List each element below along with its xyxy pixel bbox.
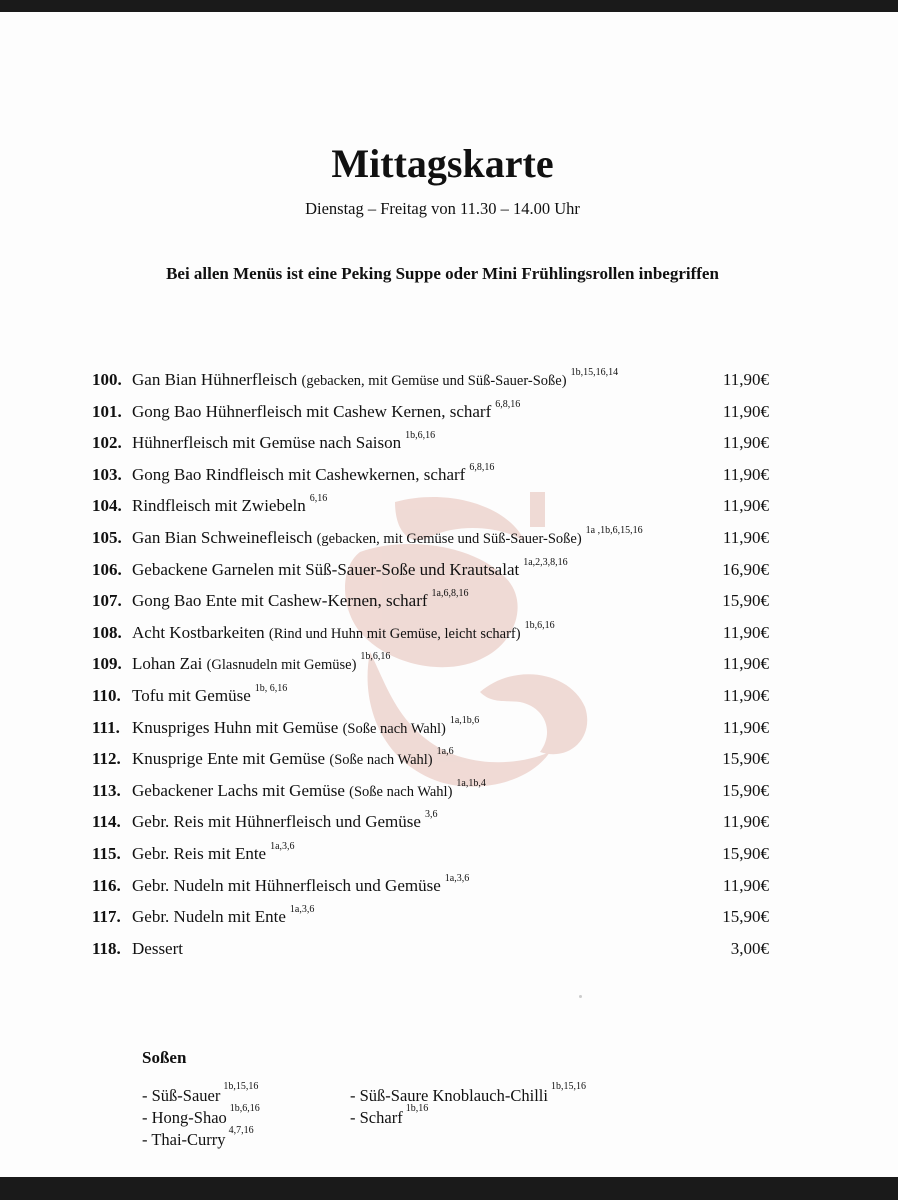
menu-item: [92, 933, 782, 965]
sauces-title: Soßen: [142, 1048, 187, 1067]
menu-item-name: Gebackene Garnelen mit Süß-Sauer-Soße und Krautsalat: [132, 559, 520, 579]
menu-item-number: 107.: [92, 591, 122, 611]
menu-item-name: Knuspriges Huhn mit Gemüse: [132, 717, 339, 737]
menu-item-name: Rindfleisch mit Zwiebeln: [132, 496, 306, 516]
sauce-item: [350, 1081, 586, 1106]
menu-list: [92, 364, 782, 964]
sauce-name: - Hong-Shao: [142, 1108, 227, 1127]
menu-item: [92, 775, 782, 807]
menu-item: [92, 870, 782, 902]
menu-item-name: Gan Bian Schweinefleisch: [132, 527, 313, 547]
menu-item-name: Hühnerfleisch mit Gemüse nach Saison: [132, 433, 402, 453]
menu-item: [92, 427, 782, 459]
menu-item-number: 105.: [92, 527, 122, 547]
menu-item-description: (Soße nach Wahl): [329, 752, 433, 769]
menu-item-number: 110.: [92, 685, 121, 705]
menu-item-number: 108.: [92, 622, 122, 642]
menu-item-allergens: 6,8,16: [495, 398, 521, 410]
menu-item-name: Dessert: [132, 938, 183, 958]
opening-hours: Dienstag – Freitag von 11.30 – 14.00 Uhr: [305, 199, 580, 218]
menu-item-allergens: 1a,6: [436, 746, 454, 758]
sauce-name: - Scharf: [350, 1108, 403, 1127]
menu-item-price: 11,90€: [722, 464, 769, 484]
menu-item-name: Gong Bao Hühnerfleisch mit Cashew Kernen, scharf: [132, 401, 492, 421]
menu-item: [92, 712, 782, 744]
menu-item-price: 11,90€: [722, 401, 769, 421]
menu-item-name: Gebackener Lachs mit Gemüse: [132, 780, 345, 800]
menu-item: [92, 554, 782, 586]
sauce-allergens: 1b,16: [405, 1103, 429, 1114]
sauce-name: - Süß-Saure Knoblauch-Chilli: [350, 1086, 548, 1105]
menu-item-description: (Soße nach Wahl): [349, 783, 453, 800]
menu-item-allergens: 1a,2,3,8,16: [523, 556, 568, 568]
menu-item-price: 15,90€: [722, 749, 769, 769]
menu-item-price: 11,90€: [722, 875, 769, 895]
menu-item-price: 11,90€: [722, 654, 769, 674]
menu-item-number: 106.: [92, 559, 122, 579]
menu-item: [92, 585, 782, 617]
menu-item-number: 111.: [92, 717, 120, 737]
menu-item-description: (Glasnudeln mit Gemüse): [206, 657, 357, 674]
menu-item-price: 3,00€: [730, 938, 769, 958]
menu-item-number: 112.: [92, 749, 121, 769]
menu-item-description: (gebacken, mit Gemüse und Süß-Sauer-Soße): [316, 530, 582, 547]
menu-item: [92, 806, 782, 838]
menu-item-name: Gebr. Reis mit Ente: [132, 843, 267, 863]
menu-item-allergens: 6,16: [309, 493, 328, 505]
menu-item-price: 11,90€: [722, 622, 769, 642]
menu-item-price: 11,90€: [722, 527, 769, 547]
menu-item-name: Gan Bian Hühnerfleisch: [132, 370, 298, 389]
menu-item-price: 15,90€: [722, 780, 769, 800]
menu-item-number: 117.: [92, 907, 121, 927]
menu-item-number: 102.: [92, 433, 122, 453]
menu-item-price: 11,90€: [722, 433, 769, 453]
menu-item-price: 11,90€: [722, 685, 769, 705]
menu-item-allergens: 1a,6,8,16: [431, 588, 469, 600]
menu-page: [0, 12, 898, 1177]
menu-item-name: Lohan Zai: [132, 654, 203, 674]
menu-item-price: 15,90€: [722, 843, 769, 863]
menu-item-description: (Soße nach Wahl): [342, 720, 446, 737]
menu-item-price: 15,90€: [722, 591, 769, 611]
menu-item-price: 11,90€: [722, 370, 769, 389]
menu-item-name: Gebr. Reis mit Hühnerfleisch und Gemüse: [132, 812, 421, 832]
menu-item-number: 115.: [92, 843, 121, 863]
menu-item-allergens: 6,8,16: [469, 461, 495, 473]
menu-item-number: 101.: [92, 401, 122, 421]
menu-item-number: 118.: [92, 938, 121, 958]
menu-item-description: (gebacken, mit Gemüse und Süß-Sauer-Soße): [301, 373, 567, 389]
menu-item: [92, 680, 782, 712]
menu-item-name: Gebr. Nudeln mit Ente: [132, 907, 286, 927]
menu-item-name: Tofu mit Gemüse: [132, 685, 251, 705]
menu-item-allergens: 1a,1b,6: [449, 714, 480, 726]
menu-item-name: Knusprige Ente mit Gemüse: [132, 749, 326, 769]
sauce-name: - Süß-Sauer: [142, 1086, 221, 1105]
menu-item-allergens: 1a,3,6: [444, 872, 470, 884]
menu-item-price: 16,90€: [722, 559, 769, 579]
menu-item-allergens: 1b, 6,16: [254, 682, 288, 694]
menu-item-allergens: 1b,15,16,14: [570, 367, 619, 378]
menu-item-allergens: 1a ,1b,6,15,16: [585, 524, 643, 536]
menu-item-number: 103.: [92, 464, 122, 484]
menu-item: [92, 364, 782, 396]
menu-item-price: 11,90€: [722, 812, 769, 832]
sauce-allergens: 1b,15,16: [223, 1081, 259, 1092]
menu-item-allergens: 1a,3,6: [289, 904, 315, 916]
included-notice: Bei allen Menüs ist eine Peking Suppe oder Mini Frühlingsrollen inbegriffen: [166, 264, 719, 283]
speck: [579, 995, 582, 998]
menu-item-allergens: 1a,3,6: [270, 840, 295, 852]
menu-item: [92, 743, 782, 775]
menu-item-allergens: 1b,6,16: [405, 430, 436, 442]
sauce-name: - Thai-Curry: [142, 1130, 226, 1149]
menu-item: [92, 617, 782, 649]
menu-item-price: 15,90€: [722, 907, 769, 927]
menu-item: [92, 838, 782, 870]
menu-item: [92, 648, 782, 680]
sauce-allergens: 1b,15,16: [550, 1081, 586, 1092]
menu-item-name: Acht Kostbarkeiten: [132, 622, 265, 642]
sauce-item: [142, 1125, 254, 1150]
menu-item-name: Gong Bao Ente mit Cashew-Kernen, scharf: [132, 591, 428, 611]
menu-item-price: 11,90€: [722, 496, 769, 516]
menu-item-allergens: 1a,1b,4: [456, 777, 486, 789]
menu-item: [92, 901, 782, 933]
menu-item-allergens: 1b,6,16: [360, 651, 391, 663]
menu-item-number: 114.: [92, 812, 121, 832]
menu-item-number: 116.: [92, 875, 121, 895]
menu-item-allergens: 1b,6,16: [524, 619, 555, 631]
menu-item-price: 11,90€: [722, 717, 769, 737]
menu-item-number: 113.: [92, 780, 121, 800]
menu-item-name: Gebr. Nudeln mit Hühnerfleisch und Gemüse: [132, 875, 441, 895]
menu-item-number: 100.: [92, 370, 122, 389]
page-title: Mittagskarte: [331, 141, 554, 186]
menu-item: [92, 522, 782, 554]
menu-item-allergens: 3,6: [424, 809, 438, 821]
sauce-allergens: 4,7,16: [228, 1125, 254, 1136]
menu-item-number: 109.: [92, 654, 122, 674]
menu-item-number: 104.: [92, 496, 122, 516]
sauce-item: [350, 1103, 429, 1128]
menu-item: [92, 490, 782, 522]
menu-item-name: Gong Bao Rindfleisch mit Cashewkernen, scharf: [132, 464, 466, 484]
sauce-allergens: 1b,6,16: [229, 1103, 260, 1114]
menu-item: [92, 396, 782, 428]
menu-item-description: (Rind und Huhn mit Gemüse, leicht scharf): [268, 625, 521, 642]
menu-item: [92, 459, 782, 491]
